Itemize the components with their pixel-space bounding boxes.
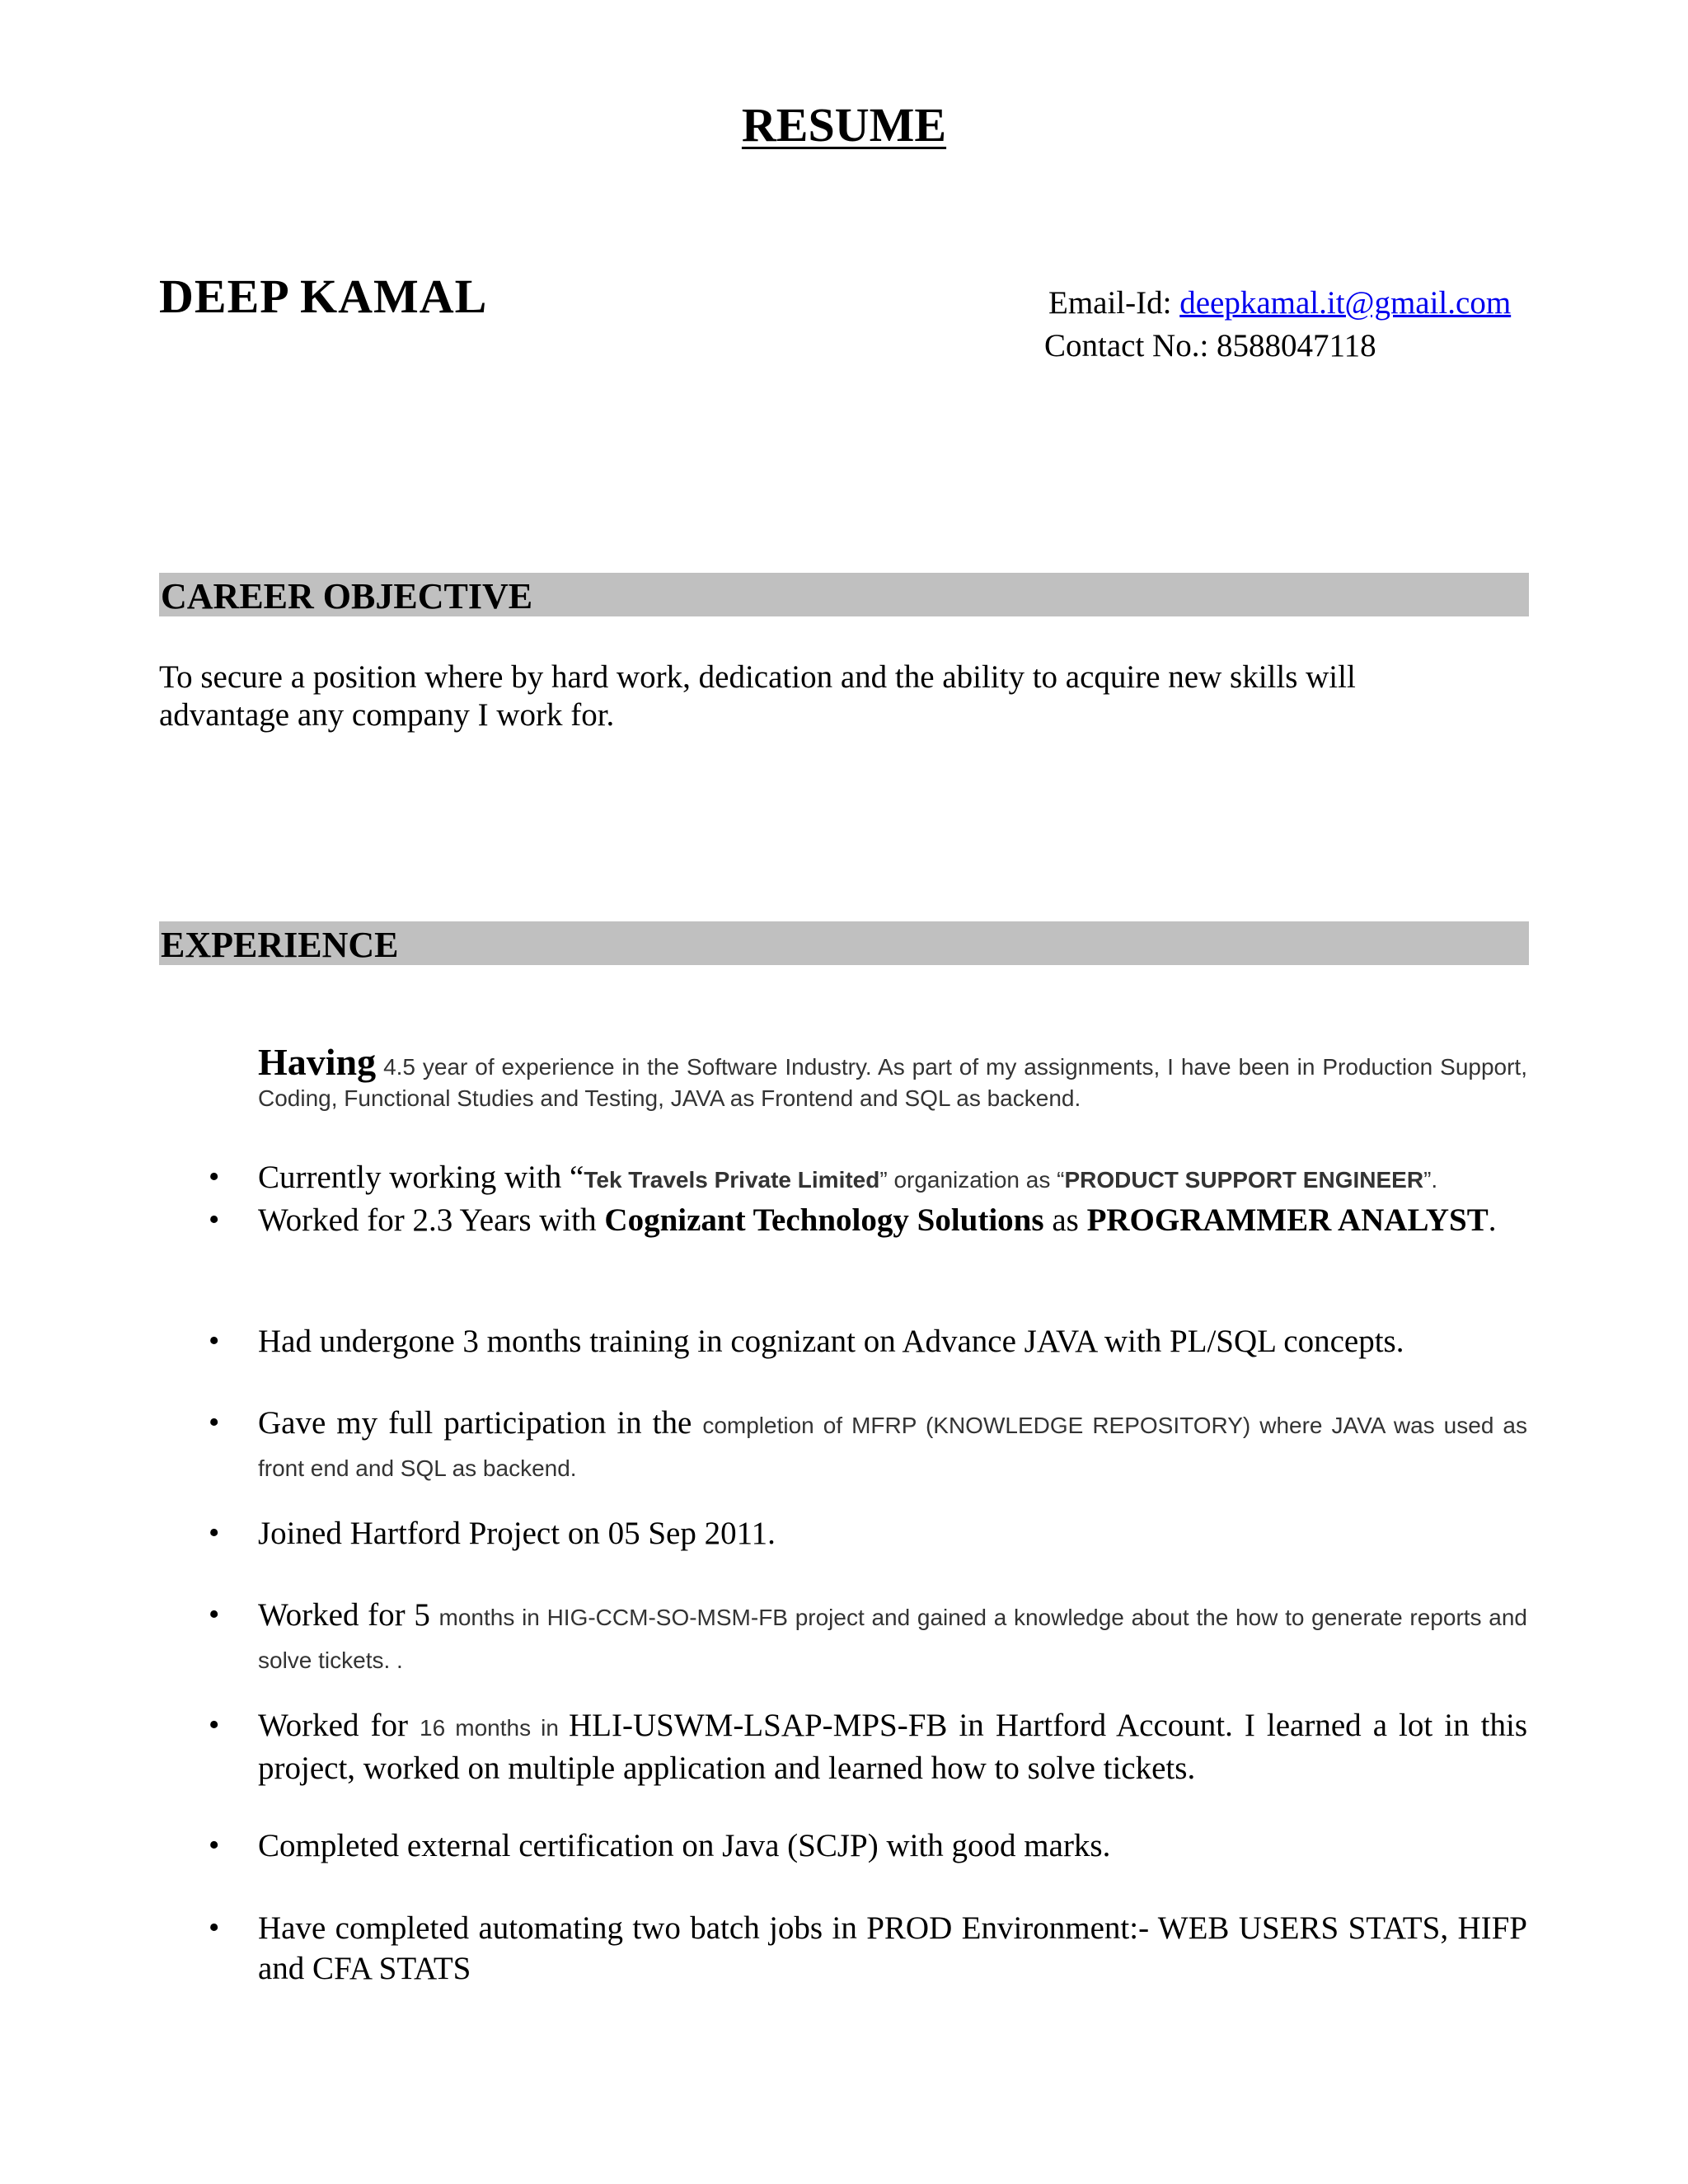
item-text: HLI-USWM-LSAP-MPS-FB in Hartford Account. I learned a lot in this project, worked on multiple application and learned how to solve tickets.: [258, 1708, 1527, 1786]
item-text: Gave my full participation in the: [258, 1405, 703, 1441]
career-objective-header: [159, 573, 1529, 616]
page-title: [0, 97, 1688, 152]
email-line: [1048, 284, 1511, 321]
list-item: [258, 1403, 1527, 1488]
intro-text: 4.5 year of experience in the Software Industry. As part of my assignments, I have been in Production Support, Coding, Functional Studies and Testing, JAVA as Frontend and SQL as backend.: [258, 1054, 1527, 1111]
item-text: ”.: [1423, 1167, 1438, 1193]
item-text: 16 months in: [420, 1715, 570, 1741]
item-text: ” organization as “: [879, 1167, 1065, 1193]
experience-header: [159, 921, 1529, 965]
email-link[interactable]: deepkamal.it@gmail.com: [1179, 285, 1512, 321]
candidate-name: DEEP KAMAL: [159, 269, 488, 323]
contact-number: Contact No.: 8588047118: [1044, 328, 1376, 363]
objective-line-2: advantage any company I work for.: [159, 697, 615, 733]
list-item: • Had undergone 3 months training in cognizant on Advance JAVA with PL/SQL concepts.: [258, 1321, 1527, 1361]
company-name: Cognizant Technology Solutions: [604, 1202, 1044, 1238]
item-text: completion of MFRP (KNOWLEDGE REPOSITORY) where JAVA was used as front end and SQL as backend.: [258, 1413, 1527, 1481]
company-name: Tek Travels Private Limited: [584, 1167, 880, 1193]
role-name: PROGRAMMER ANALYST: [1086, 1202, 1489, 1238]
list-item: [258, 1705, 1527, 1788]
section-heading: CAREER OBJECTIVE: [161, 576, 533, 616]
email-label: Email-Id:: [1048, 285, 1180, 321]
item-text: .: [1488, 1202, 1497, 1238]
item-text: as: [1043, 1202, 1087, 1238]
section-heading: EXPERIENCE: [161, 925, 399, 965]
title-text: RESUME: [741, 98, 947, 152]
list-item: • Joined Hartford Project on 05 Sep 2011.: [258, 1513, 1527, 1554]
experience-intro: [258, 1041, 1527, 1114]
list-item: • Have completed automating two batch jobs in PROD Environment:- WEB USERS STATS, HIFP and CFA STATS: [258, 1908, 1527, 1989]
career-objective-text: [159, 658, 1494, 734]
objective-line-1: To secure a position where by hard work, dedication and the ability to acquire new skills will: [159, 659, 1356, 695]
list-item: • Completed external certification on Java (SCJP) with good marks.: [258, 1825, 1527, 1866]
role-name: PRODUCT SUPPORT ENGINEER: [1064, 1167, 1424, 1193]
item-text: months in HIG-CCM-SO-MSM-FB project and gained a knowledge about the how to generate reports and solve tickets. .: [258, 1605, 1527, 1673]
item-text: Worked for 2.3 Years with: [258, 1202, 605, 1238]
item-text: Currently working with “: [258, 1160, 584, 1195]
item-text: Worked for: [258, 1708, 420, 1743]
item-text: Worked for 5: [258, 1597, 439, 1633]
list-item: [258, 1157, 1527, 1200]
intro-lead: Having: [258, 1041, 377, 1083]
list-item: [258, 1200, 1527, 1240]
list-item: [258, 1595, 1527, 1680]
